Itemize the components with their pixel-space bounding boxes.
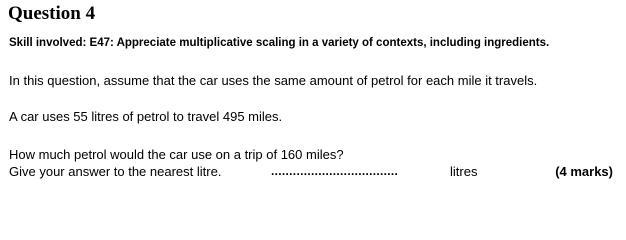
question-prompt: How much petrol would the car use on a trip of 160 miles? xyxy=(9,147,344,162)
skill-statement: Skill involved: E47: Appreciate multiplicative scaling in a variety of contexts, including ingredients. xyxy=(9,37,550,49)
answer-blank[interactable]: ................................... xyxy=(271,164,399,178)
assumption-paragraph: In this question, assume that the car uses the same amount of petrol for each mile it travels. xyxy=(9,73,538,88)
answer-instruction: Give your answer to the nearest litre. xyxy=(9,164,222,179)
answer-row xyxy=(9,163,613,181)
question-title: Question 4 xyxy=(8,3,96,24)
answer-unit: litres xyxy=(450,164,478,179)
marks-label: (4 marks) xyxy=(555,164,613,179)
fact-paragraph: A car uses 55 litres of petrol to travel 495 miles. xyxy=(9,109,283,124)
